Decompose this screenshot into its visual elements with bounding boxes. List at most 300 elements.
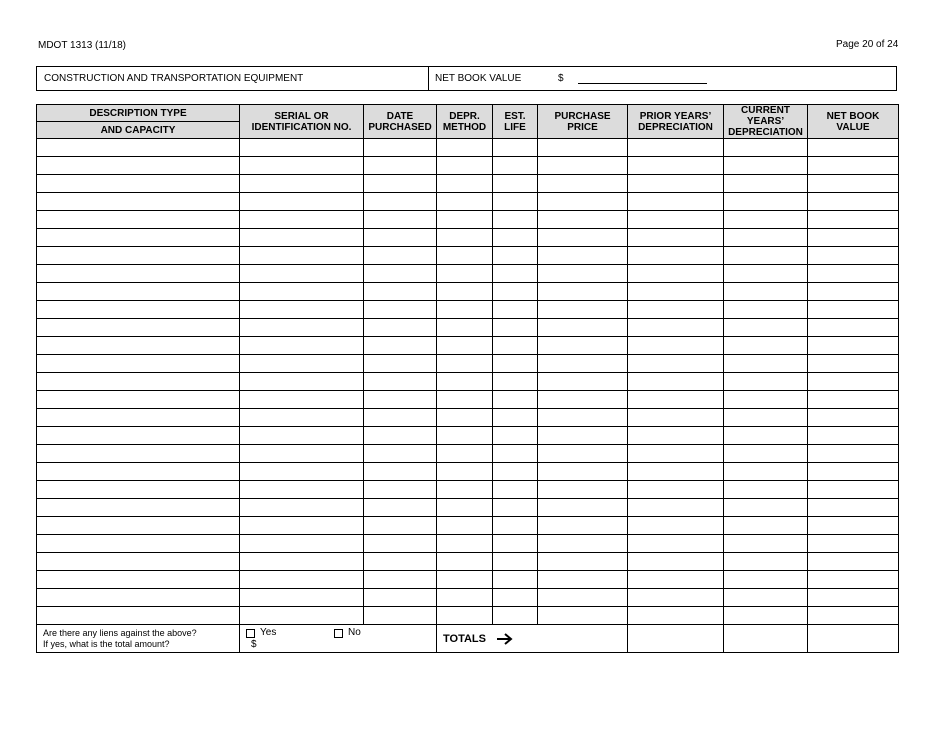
cell-serial[interactable] [240,571,364,589]
cell-est-life[interactable] [493,283,538,301]
cell-prior-depr[interactable] [628,517,724,535]
cell-depr-method[interactable] [437,553,493,571]
cell-purchase-price[interactable] [538,463,628,481]
cell-serial[interactable] [240,427,364,445]
cell-net-book-value[interactable] [808,175,899,193]
cell-purchase-price[interactable] [538,301,628,319]
cell-purchase-price[interactable] [538,427,628,445]
cell-purchase-price[interactable] [538,283,628,301]
cell-date-purchased[interactable] [364,481,437,499]
equipment-table [36,104,899,653]
cell-depr-method[interactable] [437,355,493,373]
cell-description[interactable] [37,373,240,391]
cell-depr-method[interactable] [437,499,493,517]
cell-net-book-value[interactable] [808,589,899,607]
table-row [37,409,899,427]
cell-prior-depr[interactable] [628,229,724,247]
cell-est-life[interactable] [493,319,538,337]
cell-est-life[interactable] [493,193,538,211]
cell-date-purchased[interactable] [364,265,437,283]
cell-serial[interactable] [240,409,364,427]
cell-purchase-price[interactable] [538,139,628,157]
cell-description[interactable] [37,265,240,283]
cell-depr-method[interactable] [437,517,493,535]
cell-net-book-value[interactable] [808,481,899,499]
cell-description[interactable] [37,337,240,355]
cell-net-book-value[interactable] [808,463,899,481]
cell-serial[interactable] [240,517,364,535]
cell-serial[interactable] [240,337,364,355]
cell-purchase-price[interactable] [538,409,628,427]
cell-prior-depr[interactable] [628,301,724,319]
cell-purchase-price[interactable] [538,553,628,571]
cell-prior-depr[interactable] [628,247,724,265]
col-description-header: DESCRIPTION TYPE [37,105,240,122]
cell-current-depr[interactable] [724,139,808,157]
cell-current-depr[interactable] [724,589,808,607]
cell-est-life[interactable] [493,409,538,427]
cell-purchase-price[interactable] [538,247,628,265]
cell-net-book-value[interactable] [808,139,899,157]
cell-current-depr[interactable] [724,265,808,283]
cell-prior-depr[interactable] [628,445,724,463]
section-header-box [36,66,897,91]
cell-est-life[interactable] [493,301,538,319]
cell-depr-method[interactable] [437,175,493,193]
cell-prior-depr[interactable] [628,283,724,301]
cell-current-depr[interactable] [724,535,808,553]
cell-serial[interactable] [240,301,364,319]
table-row [37,499,899,517]
section-divider [428,67,429,90]
cell-est-life[interactable] [493,589,538,607]
cell-prior-depr[interactable] [628,373,724,391]
cell-purchase-price[interactable] [538,211,628,229]
cell-current-depr[interactable] [724,175,808,193]
cell-purchase-price[interactable] [538,445,628,463]
cell-date-purchased[interactable] [364,355,437,373]
cell-net-book-value[interactable] [808,211,899,229]
cell-est-life[interactable] [493,229,538,247]
table-row [37,247,899,265]
cell-description[interactable] [37,139,240,157]
cell-purchase-price[interactable] [538,589,628,607]
col-serial-header: SERIAL OR IDENTIFICATION NO. [240,105,364,139]
cell-date-purchased[interactable] [364,337,437,355]
cell-depr-method[interactable] [437,391,493,409]
cell-description[interactable] [37,391,240,409]
table-row [37,157,899,175]
cell-est-life[interactable] [493,175,538,193]
cell-current-depr[interactable] [724,319,808,337]
cell-purchase-price[interactable] [538,517,628,535]
cell-est-life[interactable] [493,391,538,409]
cell-date-purchased[interactable] [364,391,437,409]
cell-prior-depr[interactable] [628,589,724,607]
cell-serial[interactable] [240,553,364,571]
col-depr-header: DEPR. METHOD [437,105,493,139]
cell-est-life[interactable] [493,157,538,175]
cell-prior-depr[interactable] [628,265,724,283]
cell-prior-depr[interactable] [628,607,724,625]
cell-serial[interactable] [240,589,364,607]
cell-serial[interactable] [240,319,364,337]
table-row [37,481,899,499]
cell-purchase-price[interactable] [538,157,628,175]
cell-purchase-price[interactable] [538,265,628,283]
cell-current-depr[interactable] [724,481,808,499]
cell-net-book-value[interactable] [808,373,899,391]
col-date-header: DATE PURCHASED [364,105,437,139]
cell-date-purchased[interactable] [364,607,437,625]
cell-prior-depr[interactable] [628,211,724,229]
cell-description[interactable] [37,193,240,211]
cell-description[interactable] [37,589,240,607]
cell-description[interactable] [37,571,240,589]
totals-label: TOTALS [443,632,486,645]
cell-net-book-value[interactable] [808,193,899,211]
cell-net-book-value[interactable] [808,337,899,355]
cell-prior-depr[interactable] [628,175,724,193]
table-row [37,589,899,607]
cell-purchase-price[interactable] [538,607,628,625]
cell-prior-depr[interactable] [628,139,724,157]
cell-date-purchased[interactable] [364,283,437,301]
cell-net-book-value[interactable] [808,247,899,265]
cell-purchase-price[interactable] [538,535,628,553]
cell-current-depr[interactable] [724,517,808,535]
cell-net-book-value[interactable] [808,553,899,571]
cell-net-book-value[interactable] [808,265,899,283]
cell-description[interactable] [37,283,240,301]
cell-prior-depr[interactable] [628,193,724,211]
cell-depr-method[interactable] [437,337,493,355]
totals-cell [437,625,628,653]
cell-description[interactable] [37,445,240,463]
total-prior-depr[interactable] [724,625,808,653]
cell-current-depr[interactable] [724,211,808,229]
cell-net-book-value[interactable] [808,283,899,301]
table-row [37,265,899,283]
cell-date-purchased[interactable] [364,589,437,607]
table-row [37,445,899,463]
cell-description[interactable] [37,229,240,247]
cell-depr-method[interactable] [437,301,493,319]
liens-question-cell [37,625,240,653]
cell-current-depr[interactable] [724,355,808,373]
cell-current-depr[interactable] [724,193,808,211]
table-row [37,535,899,553]
cell-net-book-value[interactable] [808,229,899,247]
table-row [37,355,899,373]
page-number: Page 20 of 24 [836,39,899,50]
cell-current-depr[interactable] [724,391,808,409]
cell-description[interactable] [37,427,240,445]
cell-net-book-value[interactable] [808,157,899,175]
cell-purchase-price[interactable] [538,355,628,373]
cell-prior-depr[interactable] [628,319,724,337]
cell-current-depr[interactable] [724,409,808,427]
table-row [37,283,899,301]
cell-serial[interactable] [240,175,364,193]
yes-label: Yes [260,627,277,638]
col-capacity-header: AND CAPACITY [37,122,240,139]
table-row [37,463,899,481]
cell-depr-method[interactable] [437,157,493,175]
cell-date-purchased[interactable] [364,319,437,337]
table-row [37,229,899,247]
cell-current-depr[interactable] [724,283,808,301]
cell-depr-method[interactable] [437,373,493,391]
cell-net-book-value[interactable] [808,517,899,535]
cell-est-life[interactable] [493,427,538,445]
cell-net-book-value[interactable] [808,391,899,409]
cell-prior-depr[interactable] [628,355,724,373]
cell-serial[interactable] [240,139,364,157]
cell-depr-method[interactable] [437,463,493,481]
table-row [37,517,899,535]
cell-purchase-price[interactable] [538,481,628,499]
cell-est-life[interactable] [493,355,538,373]
cell-purchase-price[interactable] [538,193,628,211]
cell-depr-method[interactable] [437,571,493,589]
col-prior-header: PRIOR YEARS’ DEPRECIATION [628,105,724,139]
table-row [37,337,899,355]
cell-net-book-value[interactable] [808,427,899,445]
cell-est-life[interactable] [493,607,538,625]
cell-prior-depr[interactable] [628,409,724,427]
cell-est-life[interactable] [493,337,538,355]
no-label: No [348,627,361,638]
cell-net-book-value[interactable] [808,409,899,427]
cell-serial[interactable] [240,193,364,211]
cell-prior-depr[interactable] [628,427,724,445]
cell-prior-depr[interactable] [628,499,724,517]
cell-serial[interactable] [240,157,364,175]
footer-row [37,625,899,653]
table-row [37,193,899,211]
col-nbv-header: NET BOOK VALUE [808,105,899,139]
table-header-row [37,105,899,122]
cell-serial[interactable] [240,283,364,301]
total-current-depr[interactable] [808,625,899,653]
cell-current-depr[interactable] [724,301,808,319]
cell-description[interactable] [37,211,240,229]
cell-date-purchased[interactable] [364,247,437,265]
cell-date-purchased[interactable] [364,157,437,175]
cell-date-purchased[interactable] [364,463,437,481]
cell-description[interactable] [37,319,240,337]
cell-net-book-value[interactable] [808,355,899,373]
cell-net-book-value[interactable] [808,535,899,553]
cell-purchase-price[interactable] [538,571,628,589]
cell-prior-depr[interactable] [628,535,724,553]
cell-prior-depr[interactable] [628,391,724,409]
cell-est-life[interactable] [493,265,538,283]
cell-date-purchased[interactable] [364,409,437,427]
col-est-header: EST. LIFE [493,105,538,139]
cell-prior-depr[interactable] [628,481,724,499]
net-book-value-input[interactable] [578,83,707,84]
cell-depr-method[interactable] [437,319,493,337]
cell-depr-method[interactable] [437,445,493,463]
cell-serial[interactable] [240,535,364,553]
liens-answer-cell [240,625,437,653]
cell-serial[interactable] [240,247,364,265]
cell-purchase-price[interactable] [538,499,628,517]
cell-date-purchased[interactable] [364,571,437,589]
cell-purchase-price[interactable] [538,319,628,337]
cell-purchase-price[interactable] [538,391,628,409]
table-row [37,553,899,571]
cell-serial[interactable] [240,391,364,409]
cell-date-purchased[interactable] [364,229,437,247]
net-book-value-dollar: $ [558,73,564,84]
cell-prior-depr[interactable] [628,463,724,481]
cell-prior-depr[interactable] [628,337,724,355]
cell-date-purchased[interactable] [364,445,437,463]
cell-date-purchased[interactable] [364,517,437,535]
cell-serial[interactable] [240,481,364,499]
cell-purchase-price[interactable] [538,337,628,355]
cell-depr-method[interactable] [437,427,493,445]
table-row [37,427,899,445]
yes-checkbox[interactable] [246,629,255,638]
cell-serial[interactable] [240,211,364,229]
cell-description[interactable] [37,553,240,571]
cell-est-life[interactable] [493,535,538,553]
cell-date-purchased[interactable] [364,427,437,445]
cell-est-life[interactable] [493,247,538,265]
cell-net-book-value[interactable] [808,301,899,319]
cell-est-life[interactable] [493,517,538,535]
cell-depr-method[interactable] [437,589,493,607]
cell-current-depr[interactable] [724,373,808,391]
cell-current-depr[interactable] [724,247,808,265]
cell-purchase-price[interactable] [538,175,628,193]
table-row [37,607,899,625]
net-book-value-label: NET BOOK VALUE [435,73,522,84]
cell-current-depr[interactable] [724,157,808,175]
cell-description[interactable] [37,607,240,625]
cell-date-purchased[interactable] [364,139,437,157]
cell-description[interactable] [37,517,240,535]
cell-net-book-value[interactable] [808,607,899,625]
cell-est-life[interactable] [493,211,538,229]
cell-depr-method[interactable] [437,139,493,157]
cell-date-purchased[interactable] [364,211,437,229]
cell-serial[interactable] [240,499,364,517]
cell-description[interactable] [37,301,240,319]
cell-net-book-value[interactable] [808,571,899,589]
cell-est-life[interactable] [493,499,538,517]
cell-date-purchased[interactable] [364,301,437,319]
cell-description[interactable] [37,175,240,193]
cell-est-life[interactable] [493,463,538,481]
cell-description[interactable] [37,247,240,265]
cell-current-depr[interactable] [724,553,808,571]
cell-depr-method[interactable] [437,211,493,229]
cell-current-depr[interactable] [724,499,808,517]
cell-current-depr[interactable] [724,427,808,445]
cell-net-book-value[interactable] [808,499,899,517]
cell-serial[interactable] [240,229,364,247]
cell-date-purchased[interactable] [364,535,437,553]
cell-prior-depr[interactable] [628,157,724,175]
cell-serial[interactable] [240,445,364,463]
cell-date-purchased[interactable] [364,193,437,211]
cell-prior-depr[interactable] [628,553,724,571]
no-checkbox[interactable] [334,629,343,638]
liens-question: Are there any liens against the above? If yes, what is the total amount? [43,628,197,649]
cell-depr-method[interactable] [437,247,493,265]
table-row [37,301,899,319]
cell-depr-method[interactable] [437,283,493,301]
cell-net-book-value[interactable] [808,319,899,337]
cell-depr-method[interactable] [437,607,493,625]
cell-description[interactable] [37,499,240,517]
cell-est-life[interactable] [493,571,538,589]
table-row [37,175,899,193]
cell-description[interactable] [37,535,240,553]
table-row [37,211,899,229]
cell-current-depr[interactable] [724,607,808,625]
cell-serial[interactable] [240,607,364,625]
cell-date-purchased[interactable] [364,373,437,391]
cell-depr-method[interactable] [437,193,493,211]
cell-serial[interactable] [240,463,364,481]
cell-current-depr[interactable] [724,463,808,481]
total-purchase-price[interactable] [628,625,724,653]
table-row [37,373,899,391]
col-current-header: CURRENT YEARS’ DEPRECIATION [724,105,808,139]
cell-depr-method[interactable] [437,409,493,427]
amount-dollar: $ [251,639,257,650]
cell-current-depr[interactable] [724,445,808,463]
cell-est-life[interactable] [493,445,538,463]
cell-description[interactable] [37,355,240,373]
cell-depr-method[interactable] [437,229,493,247]
cell-serial[interactable] [240,265,364,283]
cell-depr-method[interactable] [437,265,493,283]
cell-est-life[interactable] [493,139,538,157]
cell-serial[interactable] [240,373,364,391]
cell-prior-depr[interactable] [628,571,724,589]
cell-description[interactable] [37,157,240,175]
cell-depr-method[interactable] [437,535,493,553]
cell-depr-method[interactable] [437,481,493,499]
col-purchase-header: PURCHASE PRICE [538,105,628,139]
cell-description[interactable] [37,409,240,427]
cell-est-life[interactable] [493,553,538,571]
form-id: MDOT 1313 (11/18) [38,40,127,51]
cell-est-life[interactable] [493,373,538,391]
cell-current-depr[interactable] [724,337,808,355]
cell-current-depr[interactable] [724,229,808,247]
cell-description[interactable] [37,463,240,481]
cell-purchase-price[interactable] [538,229,628,247]
cell-purchase-price[interactable] [538,373,628,391]
cell-current-depr[interactable] [724,571,808,589]
cell-description[interactable] [37,481,240,499]
cell-date-purchased[interactable] [364,553,437,571]
cell-serial[interactable] [240,355,364,373]
cell-net-book-value[interactable] [808,445,899,463]
cell-date-purchased[interactable] [364,175,437,193]
cell-est-life[interactable] [493,481,538,499]
cell-date-purchased[interactable] [364,499,437,517]
table-row [37,571,899,589]
